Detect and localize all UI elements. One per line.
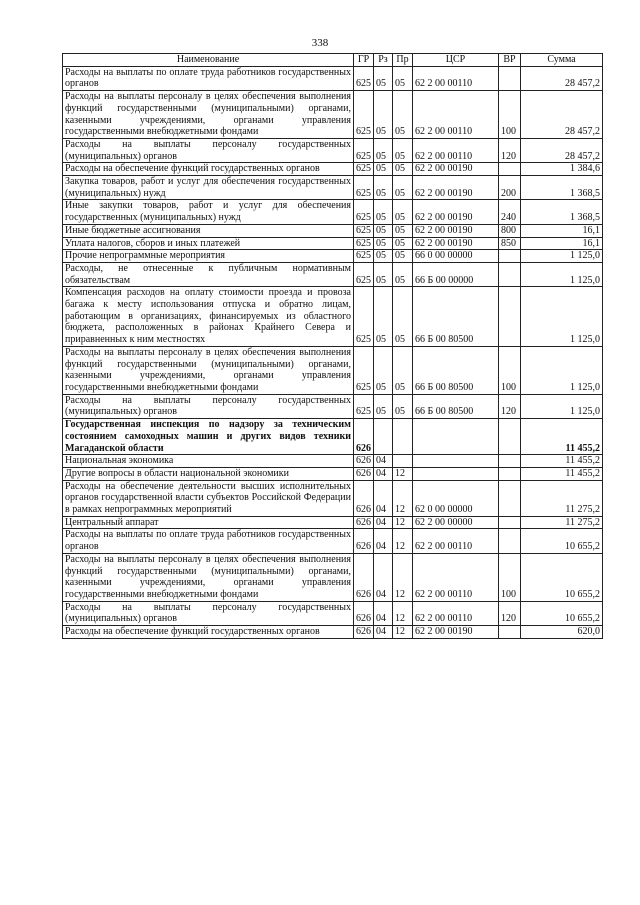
cell-gr: 625 [354, 66, 374, 90]
cell-csr: 66 Б 00 00000 [413, 262, 499, 286]
cell-pr: 12 [393, 480, 413, 516]
cell-name: Закупка товаров, работ и услуг для обеспечения государственных (муниципальных) нужд [63, 176, 354, 200]
cell-rz: 04 [374, 467, 393, 480]
cell-name: Расходы на выплаты персоналу в целях обеспечения выполнения функций государственными (муниципальными) органами, казенными учреждениями, органами управления государственными внебюджетными фондами [63, 346, 354, 394]
cell-gr: 625 [354, 138, 374, 162]
cell-vr: 120 [499, 138, 521, 162]
cell-sum: 1 368,5 [521, 200, 603, 224]
cell-gr: 625 [354, 262, 374, 286]
cell-rz [374, 419, 393, 455]
cell-csr: 62 2 00 00110 [413, 91, 499, 139]
cell-vr [499, 66, 521, 90]
cell-gr: 625 [354, 200, 374, 224]
cell-vr: 120 [499, 601, 521, 625]
cell-vr [499, 250, 521, 263]
cell-vr [499, 529, 521, 553]
cell-name: Расходы на выплаты персоналу государственных (муниципальных) органов [63, 601, 354, 625]
cell-sum: 1 368,5 [521, 176, 603, 200]
cell-rz: 05 [374, 287, 393, 347]
cell-rz: 05 [374, 262, 393, 286]
cell-pr: 05 [393, 394, 413, 418]
table-row [63, 200, 603, 224]
cell-name: Национальная экономика [63, 455, 354, 468]
table-row [63, 601, 603, 625]
budget-table [62, 53, 603, 639]
cell-pr: 12 [393, 553, 413, 601]
cell-rz: 05 [374, 346, 393, 394]
cell-gr: 626 [354, 516, 374, 529]
table-row [63, 287, 603, 347]
cell-pr: 05 [393, 287, 413, 347]
cell-pr [393, 419, 413, 455]
cell-sum: 1 125,0 [521, 394, 603, 418]
cell-pr: 05 [393, 224, 413, 237]
table-row [63, 224, 603, 237]
cell-gr: 625 [354, 91, 374, 139]
cell-gr: 625 [354, 224, 374, 237]
cell-vr: 240 [499, 200, 521, 224]
cell-csr: 62 2 00 00110 [413, 138, 499, 162]
cell-csr: 62 2 00 00110 [413, 553, 499, 601]
cell-name: Расходы на обеспечение деятельности высших исполнительных органов государственной власти субъектов Российской Федерации в рамках непрограммных мероприятий [63, 480, 354, 516]
cell-rz: 05 [374, 394, 393, 418]
cell-vr: 800 [499, 224, 521, 237]
cell-sum: 1 125,0 [521, 287, 603, 347]
table-row [63, 516, 603, 529]
cell-gr: 625 [354, 163, 374, 176]
cell-vr: 120 [499, 394, 521, 418]
cell-gr: 626 [354, 601, 374, 625]
cell-sum: 1 384,6 [521, 163, 603, 176]
cell-pr: 05 [393, 262, 413, 286]
cell-name: Расходы на обеспечение функций государственных органов [63, 626, 354, 639]
cell-sum: 11 455,2 [521, 419, 603, 455]
cell-gr: 625 [354, 346, 374, 394]
table-row [63, 480, 603, 516]
cell-gr: 626 [354, 553, 374, 601]
cell-vr [499, 467, 521, 480]
cell-sum: 16,1 [521, 237, 603, 250]
cell-pr: 12 [393, 516, 413, 529]
cell-gr: 626 [354, 467, 374, 480]
table-row [63, 138, 603, 162]
cell-pr: 12 [393, 529, 413, 553]
cell-pr: 05 [393, 250, 413, 263]
cell-name: Расходы на выплаты персоналу в целях обеспечения выполнения функций государственными (муниципальными) органами, казенными учреждениями, органами управления государственными внебюджетными фондами [63, 91, 354, 139]
cell-name: Уплата налогов, сборов и иных платежей [63, 237, 354, 250]
cell-csr: 62 2 00 00190 [413, 163, 499, 176]
cell-gr: 626 [354, 419, 374, 455]
header-name: Наименование [63, 54, 354, 67]
table-row [63, 346, 603, 394]
cell-pr: 05 [393, 346, 413, 394]
cell-pr: 05 [393, 66, 413, 90]
cell-vr [499, 262, 521, 286]
cell-csr: 62 2 00 00110 [413, 529, 499, 553]
cell-vr: 100 [499, 91, 521, 139]
cell-sum: 11 455,2 [521, 455, 603, 468]
cell-pr: 05 [393, 163, 413, 176]
cell-csr: 62 0 00 00000 [413, 480, 499, 516]
cell-name: Расходы, не отнесенные к публичным нормативным обязательствам [63, 262, 354, 286]
cell-sum: 1 125,0 [521, 346, 603, 394]
cell-pr: 05 [393, 138, 413, 162]
cell-vr [499, 626, 521, 639]
cell-rz: 05 [374, 176, 393, 200]
cell-rz: 05 [374, 250, 393, 263]
cell-sum: 28 457,2 [521, 91, 603, 139]
cell-rz: 04 [374, 516, 393, 529]
cell-rz: 05 [374, 224, 393, 237]
cell-name: Расходы на обеспечение функций государственных органов [63, 163, 354, 176]
cell-csr: 62 2 00 00000 [413, 516, 499, 529]
cell-sum: 11 275,2 [521, 516, 603, 529]
table-row [63, 553, 603, 601]
cell-csr: 66 Б 00 80500 [413, 346, 499, 394]
cell-csr: 62 2 00 00190 [413, 224, 499, 237]
cell-rz: 04 [374, 553, 393, 601]
table-row [63, 467, 603, 480]
cell-name: Расходы на выплаты персоналу государственных (муниципальных) органов [63, 138, 354, 162]
cell-sum: 10 655,2 [521, 529, 603, 553]
page-number: 338 [311, 37, 329, 49]
cell-csr: 62 2 00 00110 [413, 601, 499, 625]
cell-pr: 05 [393, 237, 413, 250]
cell-sum: 620,0 [521, 626, 603, 639]
cell-name: Расходы на выплаты персоналу государственных (муниципальных) органов [63, 394, 354, 418]
table-row [63, 237, 603, 250]
cell-vr [499, 455, 521, 468]
cell-sum: 28 457,2 [521, 66, 603, 90]
table-row [63, 529, 603, 553]
cell-name: Расходы на выплаты по оплате труда работников государственных органов [63, 66, 354, 90]
header-pr: Пр [393, 54, 413, 67]
table-header-row [63, 54, 603, 67]
cell-rz: 05 [374, 163, 393, 176]
cell-rz: 05 [374, 91, 393, 139]
cell-rz: 05 [374, 138, 393, 162]
cell-gr: 625 [354, 250, 374, 263]
cell-sum: 10 655,2 [521, 601, 603, 625]
header-sum: Сумма [521, 54, 603, 67]
cell-csr: 66 Б 00 80500 [413, 287, 499, 347]
cell-sum: 1 125,0 [521, 262, 603, 286]
table-row [63, 394, 603, 418]
table-row [63, 66, 603, 90]
table-row [63, 91, 603, 139]
cell-rz: 05 [374, 66, 393, 90]
cell-name: Центральный аппарат [63, 516, 354, 529]
cell-gr: 625 [354, 394, 374, 418]
cell-sum: 16,1 [521, 224, 603, 237]
cell-rz: 04 [374, 455, 393, 468]
cell-csr [413, 455, 499, 468]
cell-rz: 04 [374, 601, 393, 625]
cell-name: Другие вопросы в области национальной экономики [63, 467, 354, 480]
cell-name: Государственная инспекция по надзору за техническим состоянием самоходных машин и других видов техники Магаданской области [63, 419, 354, 455]
cell-vr [499, 163, 521, 176]
cell-sum: 11 275,2 [521, 480, 603, 516]
cell-name: Расходы на выплаты по оплате труда работников государственных органов [63, 529, 354, 553]
cell-csr: 66 0 00 00000 [413, 250, 499, 263]
cell-csr: 62 2 00 00110 [413, 66, 499, 90]
cell-csr: 62 2 00 00190 [413, 626, 499, 639]
table-row [63, 419, 603, 455]
cell-rz: 04 [374, 480, 393, 516]
cell-vr: 100 [499, 553, 521, 601]
cell-pr: 05 [393, 176, 413, 200]
cell-gr: 626 [354, 529, 374, 553]
cell-csr: 62 2 00 00190 [413, 176, 499, 200]
cell-name: Иные закупки товаров, работ и услуг для обеспечения государственных (муниципальных) нужд [63, 200, 354, 224]
cell-vr [499, 287, 521, 347]
cell-sum: 10 655,2 [521, 553, 603, 601]
table-row [63, 250, 603, 263]
cell-csr [413, 467, 499, 480]
header-csr: ЦСР [413, 54, 499, 67]
cell-csr [413, 419, 499, 455]
cell-csr: 62 2 00 00190 [413, 237, 499, 250]
table-body [63, 66, 603, 638]
cell-pr [393, 455, 413, 468]
table-row [63, 626, 603, 639]
table-row [63, 163, 603, 176]
cell-rz: 05 [374, 237, 393, 250]
cell-vr [499, 516, 521, 529]
cell-rz: 05 [374, 200, 393, 224]
cell-vr [499, 419, 521, 455]
header-rz: Рз [374, 54, 393, 67]
cell-sum: 28 457,2 [521, 138, 603, 162]
cell-pr: 12 [393, 601, 413, 625]
cell-pr: 05 [393, 200, 413, 224]
cell-csr: 66 Б 00 80500 [413, 394, 499, 418]
cell-sum: 1 125,0 [521, 250, 603, 263]
header-gr: ГР [354, 54, 374, 67]
table-row [63, 262, 603, 286]
cell-vr [499, 480, 521, 516]
cell-csr: 62 2 00 00190 [413, 200, 499, 224]
cell-gr: 625 [354, 287, 374, 347]
cell-gr: 625 [354, 176, 374, 200]
cell-gr: 626 [354, 626, 374, 639]
cell-gr: 625 [354, 237, 374, 250]
cell-gr: 626 [354, 455, 374, 468]
cell-pr: 12 [393, 467, 413, 480]
cell-vr: 850 [499, 237, 521, 250]
cell-name: Прочие непрограммные мероприятия [63, 250, 354, 263]
header-vr: ВР [499, 54, 521, 67]
cell-rz: 04 [374, 626, 393, 639]
cell-gr: 626 [354, 480, 374, 516]
table-row [63, 455, 603, 468]
cell-pr: 12 [393, 626, 413, 639]
cell-vr: 200 [499, 176, 521, 200]
cell-rz: 04 [374, 529, 393, 553]
cell-pr: 05 [393, 91, 413, 139]
cell-vr: 100 [499, 346, 521, 394]
cell-name: Компенсация расходов на оплату стоимости проезда и провоза багажа к месту использования отпуска и обратно лицам, работающим в организациях, финансируемых из областного бюджета, расположенных в районах Крайнего Севера и приравненных к ним местностях [63, 287, 354, 347]
cell-name: Расходы на выплаты персоналу в целях обеспечения выполнения функций государственными (муниципальными) органами, казенными учреждениями, органами управления государственными внебюджетными фондами [63, 553, 354, 601]
cell-sum: 11 455,2 [521, 467, 603, 480]
cell-name: Иные бюджетные ассигнования [63, 224, 354, 237]
table-row [63, 176, 603, 200]
